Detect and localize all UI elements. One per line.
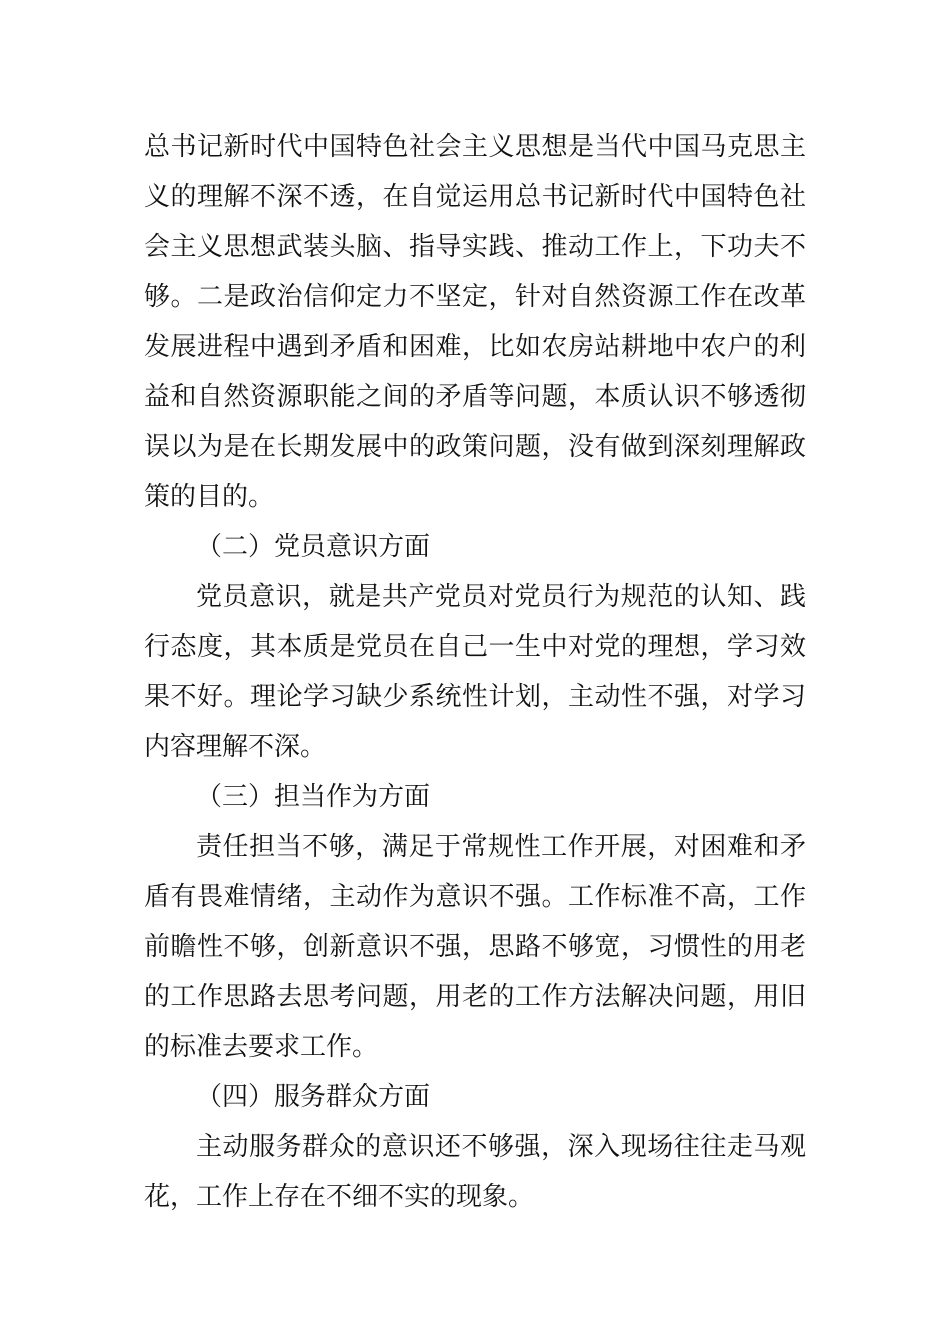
section-heading-serving-masses: （四）服务群众方面	[196, 1082, 431, 1112]
document-body	[144, 122, 806, 1222]
paragraph-party-awareness: 党员意识，就是共产党员对党员行为规范的认知、践行态度，其本质是党员在自己一生中对党的理想，学习效果不好。理论学习缺少系统性计划，主动性不强，对学习内容理解不深。	[144, 582, 806, 762]
paragraph-responsibility: 责任担当不够，满足于常规性工作开展，对困难和矛盾有畏难情绪，主动作为意识不强。工作标准不高，工作前瞻性不够，创新意识不强，思路不够宽，习惯性的用老的工作思路去思考问题，用老的工作方法解决问题，用旧的标准去要求工作。	[144, 832, 806, 1062]
section-heading-party-awareness: （二）党员意识方面	[196, 532, 431, 562]
paragraph-political-belief: 总书记新时代中国特色社会主义思想是当代中国马克思主义的理解不深不透，在自觉运用总书记新时代中国特色社会主义思想武装头脑、指导实践、推动工作上，下功夫不够。二是政治信仰定力不坚定，针对自然资源工作在改革发展进程中遇到矛盾和困难，比如农房站耕地中农户的利益和自然资源职能之间的矛盾等问题，本质认识不够透彻误以为是在长期发展中的政策问题，没有做到深刻理解政策的目的。	[144, 132, 806, 512]
paragraph-serving-masses: 主动服务群众的意识还不够强，深入现场往往走马观花，工作上存在不细不实的现象。	[144, 1132, 806, 1212]
section-heading-responsibility: （三）担当作为方面	[196, 782, 431, 812]
